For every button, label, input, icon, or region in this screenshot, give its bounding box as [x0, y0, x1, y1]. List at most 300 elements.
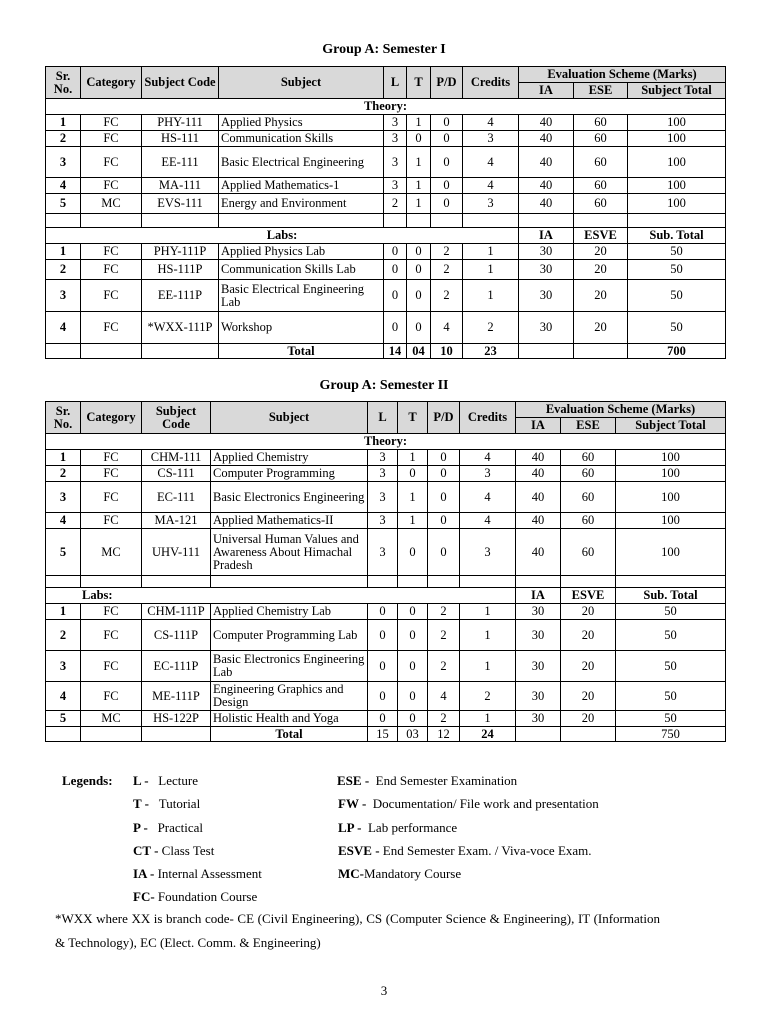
subject-name: Basic Electronics Engineering: [211, 482, 368, 513]
subject-name: Basic Electrical Engineering: [219, 147, 384, 178]
empty-row: [46, 576, 726, 588]
credits: 3: [463, 131, 519, 147]
labs-label: Labs:: [46, 228, 519, 244]
category: FC: [81, 604, 142, 620]
tutorial-hours: 1: [398, 482, 428, 513]
credits: 4: [463, 178, 519, 194]
total-lecture: 15: [368, 727, 398, 742]
ia-marks: 30: [516, 682, 561, 711]
evaluation-scheme-header: Evaluation Scheme (Marks): [516, 402, 726, 418]
table-row: [46, 178, 726, 194]
ia-marks: 30: [519, 244, 574, 260]
theory-label: Theory:: [46, 99, 726, 115]
subject-name: Applied Chemistry Lab: [211, 604, 368, 620]
total-marks: 750: [616, 727, 726, 742]
subject-code: EE-111: [142, 147, 219, 178]
subject-code: CHM-111P: [142, 604, 211, 620]
credits: 1: [460, 604, 516, 620]
ia-marks: 30: [519, 280, 574, 312]
sub-total: 50: [616, 711, 726, 727]
sr-no: 2: [46, 466, 81, 482]
practical-hours: 4: [428, 682, 460, 711]
legend-text: End Semester Exam. / Viva-voce Exam.: [382, 843, 592, 858]
category: FC: [81, 482, 142, 513]
ia-header: IA: [516, 418, 561, 434]
legend-abbr: ESE -: [337, 773, 370, 788]
sr-no-header: Sr. No.: [46, 402, 81, 434]
legend-abbr: CT -: [133, 843, 159, 858]
ese-marks: 60: [561, 513, 616, 529]
category: FC: [81, 244, 142, 260]
practical-hours: 2: [431, 244, 463, 260]
category: MC: [81, 711, 142, 727]
table-row: [46, 194, 726, 214]
lecture-hours: 0: [368, 651, 398, 682]
ia-marks: 40: [516, 466, 561, 482]
subject-total: 100: [628, 147, 726, 178]
lecture-hours: 3: [368, 529, 398, 576]
table-row: [46, 260, 726, 280]
practical-hours: 2: [428, 620, 460, 651]
subject-code: HS-111P: [142, 260, 219, 280]
category: FC: [81, 651, 142, 682]
labs-ia-header: IA: [516, 588, 561, 604]
category: MC: [81, 529, 142, 576]
legend-text: Mandatory Course: [364, 866, 462, 881]
legend-text: Class Test: [161, 843, 215, 858]
subject-name: Energy and Environment: [219, 194, 384, 214]
sr-no: 4: [46, 178, 81, 194]
sr-no: 4: [46, 513, 81, 529]
category: FC: [81, 682, 142, 711]
sr-no: 5: [46, 194, 81, 214]
subject-code: *WXX-111P: [142, 312, 219, 344]
labs-section-row: [46, 228, 726, 244]
legend-item: [338, 843, 592, 859]
practical-hours: 2: [428, 651, 460, 682]
theory-label: Theory:: [46, 434, 726, 450]
labs-sub-total-header: Sub. Total: [616, 588, 726, 604]
table-row: [46, 450, 726, 466]
total-credits: 23: [463, 344, 519, 359]
legend-abbr: LP -: [338, 820, 362, 835]
lecture-header: L: [384, 67, 407, 99]
table-row: [46, 711, 726, 727]
subject-name: Basic Electrical Engineering Lab: [219, 280, 384, 312]
sub-total: 50: [628, 244, 726, 260]
credits: 4: [460, 513, 516, 529]
practical-hours: 4: [431, 312, 463, 344]
ia-marks: 40: [516, 529, 561, 576]
ia-marks: 40: [516, 450, 561, 466]
tutorial-header: T: [398, 402, 428, 434]
sr-no: 4: [46, 682, 81, 711]
subject-code: MA-111: [142, 178, 219, 194]
subject-code: PHY-111: [142, 115, 219, 131]
sr-no: 3: [46, 651, 81, 682]
esve-marks: 20: [574, 260, 628, 280]
credits: 2: [460, 682, 516, 711]
legend-text: Internal Assessment: [157, 866, 262, 881]
subject-name: Communication Skills: [219, 131, 384, 147]
subject-code: EC-111P: [142, 651, 211, 682]
total-row: [46, 727, 726, 742]
total-label: Total: [211, 727, 368, 742]
subject-total: 100: [628, 115, 726, 131]
table-row: [46, 529, 726, 576]
subject-code: CHM-111: [142, 450, 211, 466]
tutorial-hours: 0: [398, 682, 428, 711]
practical-hours: 0: [431, 115, 463, 131]
subject-code-header: Subject Code: [142, 67, 219, 99]
ese-marks: 60: [574, 147, 628, 178]
ese-marks: 60: [574, 115, 628, 131]
legend-text: Practical: [157, 820, 204, 835]
labs-esve-header: ESVE: [561, 588, 616, 604]
credits-header: Credits: [463, 67, 519, 99]
legend-item: [133, 796, 200, 812]
esve-marks: 20: [561, 651, 616, 682]
total-lecture: 14: [384, 344, 407, 359]
category: FC: [81, 620, 142, 651]
ia-marks: 40: [519, 115, 574, 131]
legend-abbr: MC-: [338, 866, 364, 881]
legend-text: End Semester Examination: [375, 773, 518, 788]
table-row: [46, 513, 726, 529]
practical-hours: 0: [428, 513, 460, 529]
tutorial-hours: 1: [407, 147, 431, 178]
practical-hours: 0: [431, 194, 463, 214]
category: FC: [81, 312, 142, 344]
theory-section-row: [46, 99, 726, 115]
subject-total: 100: [616, 529, 726, 576]
practical-hours: 0: [431, 131, 463, 147]
evaluation-scheme-header: Evaluation Scheme (Marks): [519, 67, 726, 83]
tutorial-hours: 1: [398, 450, 428, 466]
subject-name: Computer Programming Lab: [211, 620, 368, 651]
ia-marks: 40: [519, 147, 574, 178]
tutorial-hours: 0: [407, 260, 431, 280]
table-header-row: [46, 67, 726, 83]
credits: 3: [463, 194, 519, 214]
lecture-hours: 2: [384, 194, 407, 214]
lecture-hours: 3: [368, 513, 398, 529]
practical-hours: 2: [431, 260, 463, 280]
subject-name: Applied Chemistry: [211, 450, 368, 466]
legend-item: [338, 796, 599, 812]
category: FC: [81, 450, 142, 466]
ia-marks: 30: [516, 620, 561, 651]
subject-code: MA-121: [142, 513, 211, 529]
practical-hours: 0: [428, 466, 460, 482]
practical-hours: 0: [431, 178, 463, 194]
sr-no: 1: [46, 450, 81, 466]
table-row: [46, 466, 726, 482]
lecture-hours: 3: [368, 482, 398, 513]
subject-header: Subject: [219, 67, 384, 99]
sr-no: 2: [46, 131, 81, 147]
sr-no: 2: [46, 620, 81, 651]
legend-abbr: P -: [133, 820, 148, 835]
subject-name: Engineering Graphics and Design: [211, 682, 368, 711]
subject-code: EC-111: [142, 482, 211, 513]
sr-no: 5: [46, 529, 81, 576]
legend-item: [133, 773, 198, 789]
tutorial-header: T: [407, 67, 431, 99]
legend-abbr: FW -: [338, 796, 367, 811]
subject-total: 100: [616, 482, 726, 513]
credits: 2: [463, 312, 519, 344]
category: FC: [81, 131, 142, 147]
labs-ia-header: IA: [519, 228, 574, 244]
sub-total: 50: [616, 604, 726, 620]
tutorial-hours: 1: [398, 513, 428, 529]
table-row: [46, 280, 726, 312]
practical-hours: 0: [428, 482, 460, 513]
tutorial-hours: 1: [407, 178, 431, 194]
lecture-hours: 0: [384, 244, 407, 260]
category: FC: [81, 513, 142, 529]
subject-total: 100: [616, 513, 726, 529]
semester-1-table: [45, 66, 726, 359]
ia-marks: 30: [516, 651, 561, 682]
subject-total-header: Subject Total: [628, 83, 726, 99]
table-row: [46, 482, 726, 513]
legend-text: Tutorial: [158, 796, 201, 811]
theory-section-row: [46, 434, 726, 450]
total-tutorial: 04: [407, 344, 431, 359]
ia-marks: 40: [516, 482, 561, 513]
total-credits: 24: [460, 727, 516, 742]
practical-hours: 2: [428, 604, 460, 620]
credits: 4: [460, 450, 516, 466]
ese-header: ESE: [561, 418, 616, 434]
subject-code: CS-111P: [142, 620, 211, 651]
tutorial-hours: 0: [407, 244, 431, 260]
subject-total: 100: [628, 194, 726, 214]
tutorial-hours: 1: [407, 115, 431, 131]
tutorial-hours: 0: [407, 280, 431, 312]
subject-total: 100: [616, 466, 726, 482]
subject-name: Applied Mathematics-II: [211, 513, 368, 529]
subject-name: Computer Programming: [211, 466, 368, 482]
subject-total-header: Subject Total: [616, 418, 726, 434]
labs-label: Labs:: [46, 588, 516, 604]
tutorial-hours: 0: [407, 312, 431, 344]
credits: 1: [463, 260, 519, 280]
tutorial-hours: 0: [398, 711, 428, 727]
esve-marks: 20: [574, 244, 628, 260]
ese-marks: 60: [574, 194, 628, 214]
legend-text: Documentation/ File work and presentation: [372, 796, 599, 811]
sr-no: 1: [46, 244, 81, 260]
sr-no: 4: [46, 312, 81, 344]
practical-header: P/D: [431, 67, 463, 99]
practical-hours: 0: [431, 147, 463, 178]
ia-marks: 30: [519, 312, 574, 344]
subject-code: EE-111P: [142, 280, 219, 312]
sub-total: 50: [628, 260, 726, 280]
subject-name: Workshop: [219, 312, 384, 344]
subject-name: Universal Human Values and Awareness About Himachal Pradesh: [211, 529, 368, 576]
lecture-hours: 3: [368, 466, 398, 482]
total-practical: 12: [428, 727, 460, 742]
category: FC: [81, 280, 142, 312]
ese-marks: 60: [561, 466, 616, 482]
sub-total: 50: [628, 312, 726, 344]
sub-total: 50: [616, 620, 726, 651]
sr-no: 1: [46, 604, 81, 620]
table-row: [46, 651, 726, 682]
table-row: [46, 131, 726, 147]
ia-marks: 30: [519, 260, 574, 280]
subject-code: CS-111: [142, 466, 211, 482]
subject-name: Applied Physics Lab: [219, 244, 384, 260]
table-row: [46, 147, 726, 178]
credits: 4: [460, 482, 516, 513]
credits: 1: [463, 280, 519, 312]
subject-code: HS-111: [142, 131, 219, 147]
credits-header: Credits: [460, 402, 516, 434]
lecture-hours: 0: [368, 682, 398, 711]
practical-hours: 0: [428, 450, 460, 466]
legend-item: [338, 820, 457, 836]
ese-header: ESE: [574, 83, 628, 99]
category: FC: [81, 147, 142, 178]
subject-name: Communication Skills Lab: [219, 260, 384, 280]
legend-text: Lab performance: [367, 820, 458, 835]
ese-marks: 60: [561, 529, 616, 576]
legend-abbr: T -: [133, 796, 150, 811]
labs-esve-header: ESVE: [574, 228, 628, 244]
credits: 4: [463, 147, 519, 178]
empty-row: [46, 214, 726, 228]
legend-abbr: ESVE -: [338, 843, 380, 858]
lecture-hours: 0: [384, 280, 407, 312]
practical-hours: 0: [428, 529, 460, 576]
lecture-hours: 0: [368, 711, 398, 727]
subject-name: Holistic Health and Yoga: [211, 711, 368, 727]
table-header-row: [46, 402, 726, 418]
sr-no: 2: [46, 260, 81, 280]
practical-hours: 2: [428, 711, 460, 727]
labs-sub-total-header: Sub. Total: [628, 228, 726, 244]
ese-marks: 60: [574, 131, 628, 147]
footnote: *WXX where XX is branch code- CE (Civil Engineering), CS (Computer Science & Engineering), IT (Information & Technology), EC (Elect. Comm. & Engineering): [55, 911, 660, 950]
tutorial-hours: 0: [398, 620, 428, 651]
table-row: [46, 682, 726, 711]
category-header: Category: [81, 402, 142, 434]
legend-item: [133, 889, 257, 905]
esve-marks: 20: [561, 711, 616, 727]
ia-marks: 40: [519, 194, 574, 214]
lecture-header: L: [368, 402, 398, 434]
total-practical: 10: [431, 344, 463, 359]
lecture-hours: 3: [384, 131, 407, 147]
ia-header: IA: [519, 83, 574, 99]
sub-total: 50: [616, 682, 726, 711]
semester-2-title: Group A: Semester II: [319, 378, 449, 393]
sr-no: 3: [46, 482, 81, 513]
sub-total: 50: [616, 651, 726, 682]
subject-total: 100: [628, 131, 726, 147]
legend-item: [133, 843, 214, 859]
tutorial-hours: 0: [398, 604, 428, 620]
legend-text: Foundation Course: [157, 889, 258, 904]
credits: 3: [460, 529, 516, 576]
page-number: 3: [380, 983, 388, 998]
total-row: [46, 344, 726, 359]
sr-no-header: Sr. No.: [46, 67, 81, 99]
lecture-hours: 0: [368, 620, 398, 651]
esve-marks: 20: [561, 620, 616, 651]
tutorial-hours: 0: [407, 131, 431, 147]
subject-code: ME-111P: [142, 682, 211, 711]
total-label: Total: [219, 344, 384, 359]
tutorial-hours: 0: [398, 529, 428, 576]
category: FC: [81, 260, 142, 280]
ese-marks: 60: [561, 450, 616, 466]
table-row: [46, 244, 726, 260]
esve-marks: 20: [561, 604, 616, 620]
subject-code-header: Subject Code: [142, 402, 211, 434]
subject-code: HS-122P: [142, 711, 211, 727]
subject-name: Basic Electronics Engineering Lab: [211, 651, 368, 682]
subject-total: 100: [628, 178, 726, 194]
total-tutorial: 03: [398, 727, 428, 742]
category: FC: [81, 178, 142, 194]
legend-item: [338, 866, 461, 882]
lecture-hours: 3: [368, 450, 398, 466]
lecture-hours: 3: [384, 178, 407, 194]
esve-marks: 20: [574, 312, 628, 344]
subject-total: 100: [616, 450, 726, 466]
credits: 3: [460, 466, 516, 482]
subject-name: Applied Mathematics-1: [219, 178, 384, 194]
category-header: Category: [81, 67, 142, 99]
sr-no: 3: [46, 147, 81, 178]
sr-no: 1: [46, 115, 81, 131]
ia-marks: 40: [519, 178, 574, 194]
legend-item: [337, 773, 517, 789]
subject-code: UHV-111: [142, 529, 211, 576]
semester-1-title: Group A: Semester I: [322, 42, 446, 57]
subject-code: EVS-111: [142, 194, 219, 214]
ese-marks: 60: [561, 482, 616, 513]
legend-item: [133, 820, 203, 836]
lecture-hours: 0: [384, 260, 407, 280]
category: FC: [81, 115, 142, 131]
category: MC: [81, 194, 142, 214]
table-row: [46, 312, 726, 344]
ia-marks: 30: [516, 604, 561, 620]
legend-title: Legends:: [62, 773, 113, 788]
practical-header: P/D: [428, 402, 460, 434]
subject-name: Applied Physics: [219, 115, 384, 131]
credits: 1: [460, 651, 516, 682]
legend-abbr: FC-: [133, 889, 155, 904]
lecture-hours: 0: [384, 312, 407, 344]
labs-section-row: [46, 588, 726, 604]
legend-item: [133, 866, 262, 882]
tutorial-hours: 1: [407, 194, 431, 214]
subject-code: PHY-111P: [142, 244, 219, 260]
sr-no: 5: [46, 711, 81, 727]
lecture-hours: 0: [368, 604, 398, 620]
lecture-hours: 3: [384, 147, 407, 178]
ia-marks: 40: [519, 131, 574, 147]
sub-total: 50: [628, 280, 726, 312]
